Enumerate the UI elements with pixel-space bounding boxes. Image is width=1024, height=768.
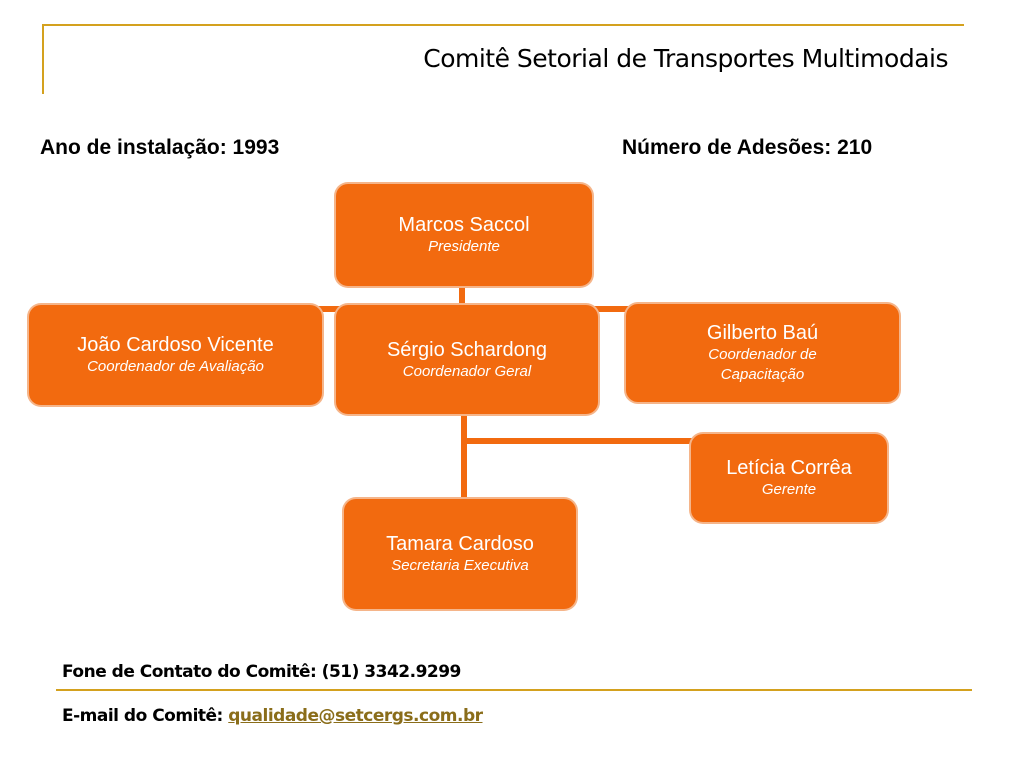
node-president-role: Presidente bbox=[428, 238, 500, 255]
node-general-name: Sérgio Schardong bbox=[386, 338, 548, 361]
node-evaluation-role: Coordenador de Avaliação bbox=[87, 358, 264, 375]
contact-email bbox=[62, 706, 483, 726]
node-executive-secretary bbox=[344, 499, 576, 609]
node-secretary-name: Tamara Cardoso bbox=[386, 533, 534, 555]
node-evaluation-name: João Cardoso Vicente bbox=[77, 334, 274, 356]
contact-phone: Fone de Contato do Comitê: (51) 3342.9299 bbox=[62, 662, 461, 682]
page-title: Comitê Setorial de Transportes Multimodais bbox=[423, 44, 948, 73]
node-president-name: Marcos Saccol bbox=[398, 214, 530, 236]
node-general-coordinator bbox=[336, 305, 598, 414]
footer-divider bbox=[56, 689, 972, 691]
installation-year: Ano de instalação: 1993 bbox=[40, 136, 280, 159]
email-label: E-mail do Comitê: bbox=[62, 706, 229, 726]
node-evaluation-coordinator bbox=[29, 305, 322, 405]
adhesions-count: Número de Adesões: 210 bbox=[622, 136, 873, 159]
node-manager-role: Gerente bbox=[761, 481, 817, 498]
email-link[interactable]: qualidade@setcergs.com.br bbox=[228, 706, 483, 726]
node-manager bbox=[691, 434, 887, 522]
node-general-role: Coordenador Geral bbox=[402, 362, 532, 380]
node-manager-name: Letícia Corrêa bbox=[726, 457, 852, 479]
node-training-role: Coordenador de Capacitação bbox=[708, 346, 817, 383]
node-training-name: Gilberto Baú bbox=[706, 322, 819, 344]
node-secretary-role: Secretaria Executiva bbox=[391, 557, 529, 574]
node-training-coordinator bbox=[626, 304, 899, 402]
node-president bbox=[336, 184, 592, 286]
